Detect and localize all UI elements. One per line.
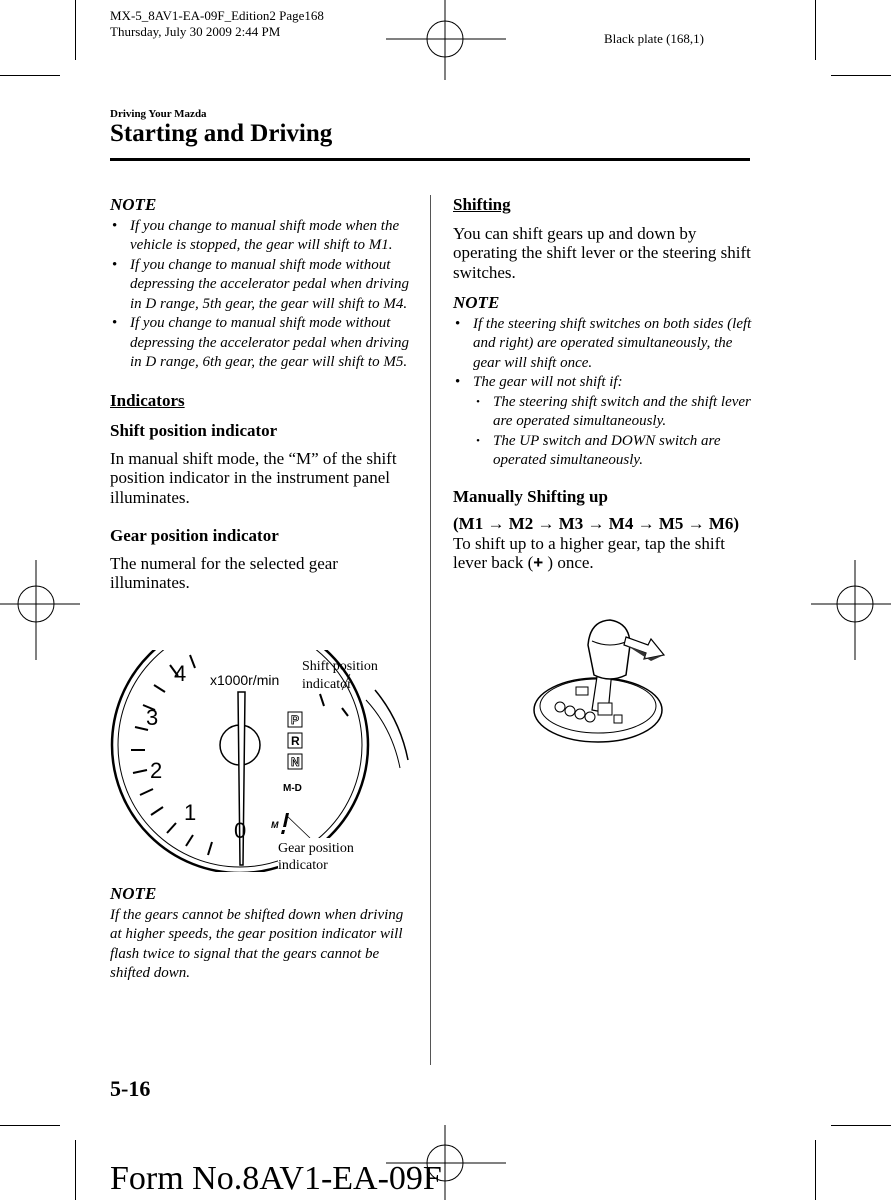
gauge-number-2: 2 <box>150 758 163 783</box>
registration-mark-icon <box>0 560 80 660</box>
shift-indicator-text: In manual shift mode, the “M” of the shift position indicator in the instrument panel illuminates. <box>110 448 397 507</box>
crop-mark <box>831 75 891 76</box>
callout-gear-line1: Gear position <box>278 841 354 856</box>
crop-mark <box>815 1140 816 1200</box>
manual-up-text-after: ) once. <box>543 553 594 572</box>
shift-letter-p: P <box>291 713 300 727</box>
shift-lever-illustration <box>530 615 670 745</box>
note-title: NOTE <box>110 195 157 214</box>
note2-text: If the gears cannot be shifted down when driving at higher speeds, the gear position indicator will flash twice to signal that the gears cannot be shifted down. <box>110 906 404 981</box>
crop-mark <box>815 0 816 60</box>
m-label: M <box>271 820 279 830</box>
gear-indicator-text: The numeral for the selected gear illuminates. <box>110 553 338 592</box>
chapter-title: Starting and Driving <box>110 120 333 147</box>
note-item: • If you change to manual shift mode when the vehicle is stopped, the gear will shift to M1. <box>110 217 410 256</box>
callout-gear-line2: indicator <box>278 858 328 872</box>
note-list <box>110 217 410 373</box>
right-note-title: NOTE <box>453 293 500 312</box>
right-column <box>453 195 753 573</box>
note-item: • If you change to manual shift mode without depressing the accelerator pedal when driving in D range, 6th gear, the gear will shift to M5. <box>110 314 410 373</box>
note-sublist <box>473 393 753 471</box>
manual-up-text <box>453 534 753 573</box>
print-header <box>110 8 324 40</box>
registration-mark-icon <box>811 560 891 660</box>
gauge-number-4: 4 <box>174 661 187 686</box>
print-header-line1: MX-5_8AV1-EA-09F_Edition2 Page168 <box>110 8 324 23</box>
registration-mark-icon <box>386 0 506 80</box>
note-item: • If the steering shift switches on both sides (left and right) are operated simultaneously, the gear will shift once. <box>453 315 753 374</box>
note-subitem: • The steering shift switch and the shift lever are operated simultaneously. <box>473 393 753 432</box>
column-divider <box>430 195 431 1065</box>
note2-title: NOTE <box>110 884 157 903</box>
indicators-heading: Indicators <box>110 390 185 410</box>
manual-up-sequence: (M1 → M2 → M3 → M4 → M5 → M6) <box>453 514 740 533</box>
crop-mark <box>75 0 76 60</box>
note-item-text: The gear will not shift if: <box>473 374 623 390</box>
print-header-line2: Thursday, July 30 2009 2:44 PM <box>110 24 281 39</box>
left-column <box>110 195 410 593</box>
plate-label: Black plate (168,1) <box>604 31 704 46</box>
crop-mark <box>0 1125 60 1126</box>
gauge-number-3: 3 <box>146 705 159 730</box>
rpm-unit-label: x1000r/min <box>210 672 280 688</box>
section-label: Driving Your Mazda <box>110 108 207 120</box>
note-subitem: • The UP switch and DOWN switch are operated simultaneously. <box>473 432 753 471</box>
shift-letter-r: R <box>291 734 300 748</box>
crop-mark <box>75 1140 76 1200</box>
note-item <box>453 373 753 471</box>
shift-indicator-heading: Shift position indicator <box>110 421 278 440</box>
note-item: • If you change to manual shift mode without depressing the accelerator pedal when driving in D range, 5th gear, the gear will shift to M4. <box>110 256 410 315</box>
manual-up-text-before: To shift up to a higher gear, tap the shift lever back ( <box>453 533 725 572</box>
shifting-heading: Shifting <box>453 195 511 214</box>
callout-shift-line1: Shift position <box>302 659 378 674</box>
page-number: 5-16 <box>110 1076 151 1101</box>
gauge-number-0: 0 <box>234 818 247 843</box>
plus-icon: + <box>533 553 544 572</box>
gear-indicator-heading: Gear position indicator <box>110 526 279 545</box>
callout-shift-line2: indicator <box>302 677 352 692</box>
note2-block <box>110 884 410 984</box>
manual-up-heading: Manually Shifting up <box>453 486 608 506</box>
tachometer-illustration <box>110 650 410 872</box>
title-rule <box>110 158 750 161</box>
right-note-list <box>453 315 753 471</box>
form-number: Form No.8AV1-EA-09F <box>110 1160 442 1197</box>
gauge-number-1: 1 <box>184 800 197 825</box>
shift-letter-n: N <box>291 755 300 769</box>
crop-mark <box>831 1125 891 1126</box>
shifting-text: You can shift gears up and down by operating the shift lever or the steering shift switches. <box>453 223 751 282</box>
crop-mark <box>0 75 60 76</box>
md-label: M-D <box>283 783 302 794</box>
